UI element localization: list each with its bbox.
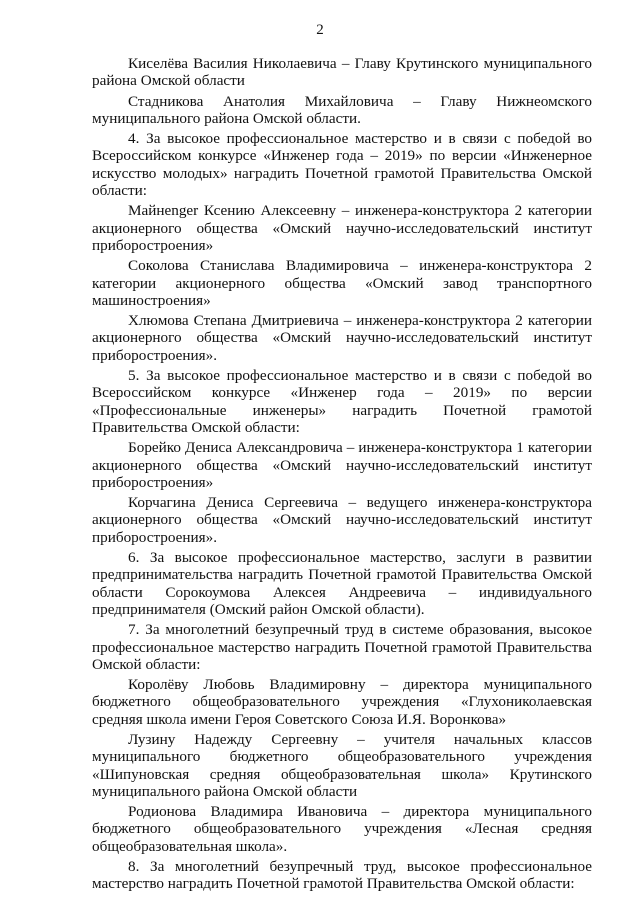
paragraph-item-6: 6. За высокое профессиональное мастерство, заслуги в развитии предпринимательства наградить Почетной грамотой Правительства Омской области Сорокоумова Алексея Андреевича – индивидуального предпринимателя (Омский район Омской области). [92,549,592,618]
paragraph-stadnikov: Стадникова Анатолия Михайловича – Главу Нижнеомского муниципального района Омской области. [92,92,592,127]
paragraph-korchagin: Корчагина Дениса Сергеевича – ведущего инженера-конструктора акционерного общества «Омский научно-исследовательский институт приборостроения». [92,494,592,546]
paragraph-korolyova: Королёву Любовь Владимировну – директора муниципального бюджетного общеобразовательного учреждения «Глухониколаевская средняя школа имени Героя Советского Союза И.Я. Воронкова» [92,676,592,728]
paragraph-item-4: 4. За высокое профессиональное мастерство и в связи с победой во Всероссийском конкурсе «Инженер года – 2019» по версии «Инженерное искусство молодых» наградить Почетной грамотой Правительства Омской области: [92,130,592,200]
paragraph-luzina: Лузину Надежду Сергеевну – учителя начальных классов муниципального бюджетного общеобразовательного учреждения «Шипуновская средняя общеобразовательная школа» Крутинского муниципального района Омской области [92,730,592,800]
paragraph-item-5: 5. За высокое профессиональное мастерство и в связи с победой во Всероссийском конкурсе «Инженер года – 2019» по версии «Профессиональные инженеры» наградить Почетной грамотой Правительства Омской области: [92,367,592,436]
page-number: 2 [316,22,324,38]
paragraph-mainenger: Майнenger Ксению Алексеевну – инженера-конструктора 2 категории акционерного общества «Омский научно-исследовательский институт приборостроения» [92,202,592,254]
document-body [92,55,592,895]
paragraph-khlyumov: Хлюмова Степана Дмитриевича – инженера-конструктора 2 категории акционерного общества «Омский научно-исследовательский институт приборостроения». [92,312,592,364]
paragraph-kiselev: Киселёва Василия Николаевича – Главу Крутинского муниципального района Омской области [92,55,592,90]
paragraph-sokolov: Соколова Станислава Владимировича – инженера-конструктора 2 категории акционерного общества «Омский завод транспортного машиностроения» [92,257,592,309]
paragraph-item-7: 7. За многолетний безупречный труд в системе образования, высокое профессиональное мастерство наградить Почетной грамотой Правительства Омской области: [92,621,592,673]
paragraph-item-8: 8. За многолетний безупречный труд, высокое профессиональное мастерство наградить Почетной грамотой Правительства Омской области: [92,858,592,893]
paragraph-rodionov: Родионова Владимира Ивановича – директора муниципального бюджетного общеобразовательного учреждения «Лесная средняя общеобразовательная школа». [92,803,592,855]
paragraph-boreyko: Борейко Дениса Александровича – инженера-конструктора 1 категории акционерного общества «Омский научно-исследовательский институт приборостроения» [92,439,592,491]
